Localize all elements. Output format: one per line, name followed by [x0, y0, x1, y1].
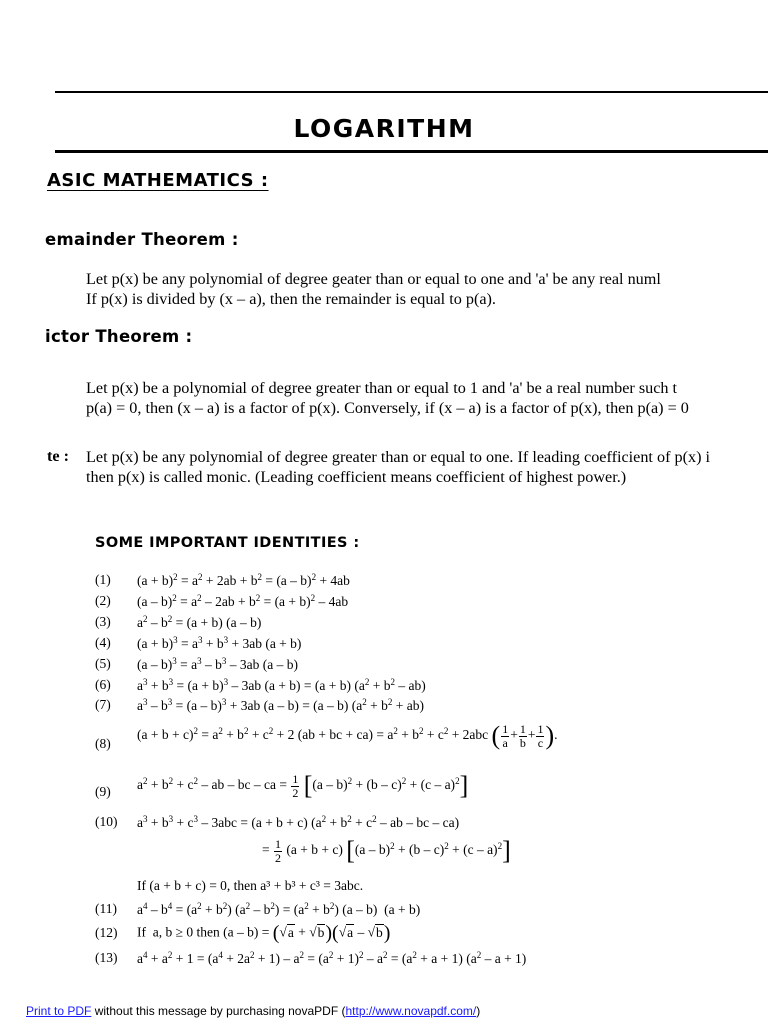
identity-number: (3) [95, 614, 111, 629]
identities-heading: SOME IMPORTANT IDENTITIES : [95, 535, 360, 551]
page-title: LOGARITHM [293, 114, 475, 143]
identity-10-continued: = $\frac{1}{2}$ (a + b + c) [(a – b)$^2$ + (b – c)$^2$ + (c – a)$^2$] [262, 836, 511, 865]
identity-1: $(a + b)^2 = a^2 + 2ab + b^2 = (a - b)^2 + 4ab$ [137, 572, 350, 588]
identity-6: $a^3 + b^3 = (a + b)^3 - 3ab$ (a + b) = (a + b) $(a^2 + b^2 - ab)$ [137, 677, 426, 693]
identity-9: $a^2 + b^2 + c^2$ – ab – bc – ca = $\frac{1}{2}$ [(a – b)$^2$ + (b – c)$^2$ + (c – a)$^2$] [137, 771, 469, 800]
print-to-pdf-link[interactable]: Print to PDF [26, 1004, 92, 1018]
remainder-theorem-heading: emainder Theorem : [45, 230, 239, 249]
identity-number: (5) [95, 656, 111, 671]
novapdf-link[interactable]: http://www.novapdf.com/ [345, 1004, 477, 1018]
identity-12: If a, b ≥ 0 then (a – b) = (√a + √b)(√a – √b) [137, 922, 391, 944]
note-line-1: Let p(x) be any polynomial of degree greater than or equal to one. If leading coefficient of p(x) i [86, 448, 711, 466]
identity-2: $(a - b)^2 = a^2 - 2ab + b^2 = (a + b)^2 - 4ab$ [137, 593, 349, 609]
identity-8: $(a + b + c)^2 = a^2 + b^2 + c^2 + 2$ (ab + bc + $ca) = a^2 + b^2 + c^2 + 2abc$ ( $\frac{1}{a}$ + $\frac{1}{b}$ + $\frac{1}{c}$ ). [137, 721, 558, 750]
note-label: te : [47, 447, 70, 465]
title-rule [55, 150, 768, 153]
note-line-2: then p(x) is called monic. (Leading coefficient means coefficient of highest power.) [86, 468, 627, 486]
identity-number: (12) [95, 925, 118, 940]
identity-number: (11) [95, 901, 117, 916]
identity-13: $a^4 + a^2 + 1 = (a^4 + 2a^2 + 1) - a^2 = (a^2 + 1)^2 - a^2 = (a^2 + a + 1)$ $(a^2 - a + 1)$ [137, 950, 527, 966]
factor-theorem-line-1: Let p(x) be a polynomial of degree greater than or equal to 1 and 'a' be a real number such t [86, 379, 678, 397]
identity-number: (2) [95, 593, 111, 608]
identity-number: (8) [95, 736, 111, 751]
remainder-theorem-line-1: Let p(x) be any polynomial of degree geater than or equal to one and 'a' be any real numl [86, 270, 661, 288]
identity-4: $(a + b)^3 = a^3 + b^3 + 3ab$ (a + b) [137, 635, 302, 651]
identity-number: (1) [95, 572, 111, 587]
factor-theorem-line-2: p(a) = 0, then (x – a) is a factor of p(x). Conversely, if (x – a) is a factor of p(x), then p(a) = 0 [86, 399, 689, 417]
identity-10: $a^3 + b^3 + c^3 - 3abc = (a + b + c) (a^2 + b^2 + c^2$ – ab – bc – ca) [137, 814, 460, 830]
identity-5: $(a - b)^3 = a^3 - b^3 - 3ab$ (a – b) [137, 656, 298, 672]
identity-number: (13) [95, 950, 118, 965]
identity-10-condition: If (a + b + c) = 0, then a³ + b³ + c³ = 3abc. [137, 878, 364, 893]
footer [26, 1004, 480, 1018]
remainder-theorem-line-2: If p(x) is divided by (x – a), then the remainder is equal to p(a). [86, 290, 496, 308]
top-rule [55, 91, 768, 93]
identity-number: (6) [95, 677, 111, 692]
identity-number: (10) [95, 814, 118, 829]
identity-11: $a^4 - b^4 = (a^2 + b^2)$ $(a^2 - b^2) = (a^2 + b^2)$ (a – b) (a + b) [137, 901, 421, 917]
footer-end: ) [476, 1004, 481, 1018]
identity-7: $a^3 - b^3 = (a - b)^3 + 3ab$ (a – b) = (a – b) $(a^2 + b^2 + ab)$ [137, 697, 425, 713]
identity-number: (9) [95, 784, 111, 799]
section-heading: ASIC MATHEMATICS : [47, 170, 269, 191]
identity-3: $a^2 - b^2 = (a + b)$ (a – b) [137, 614, 262, 630]
factor-theorem-heading: ictor Theorem : [45, 327, 193, 346]
identity-number: (4) [95, 635, 111, 650]
footer-text: without this message by purchasing novaPDF ( [91, 1004, 346, 1018]
identity-number: (7) [95, 697, 111, 712]
